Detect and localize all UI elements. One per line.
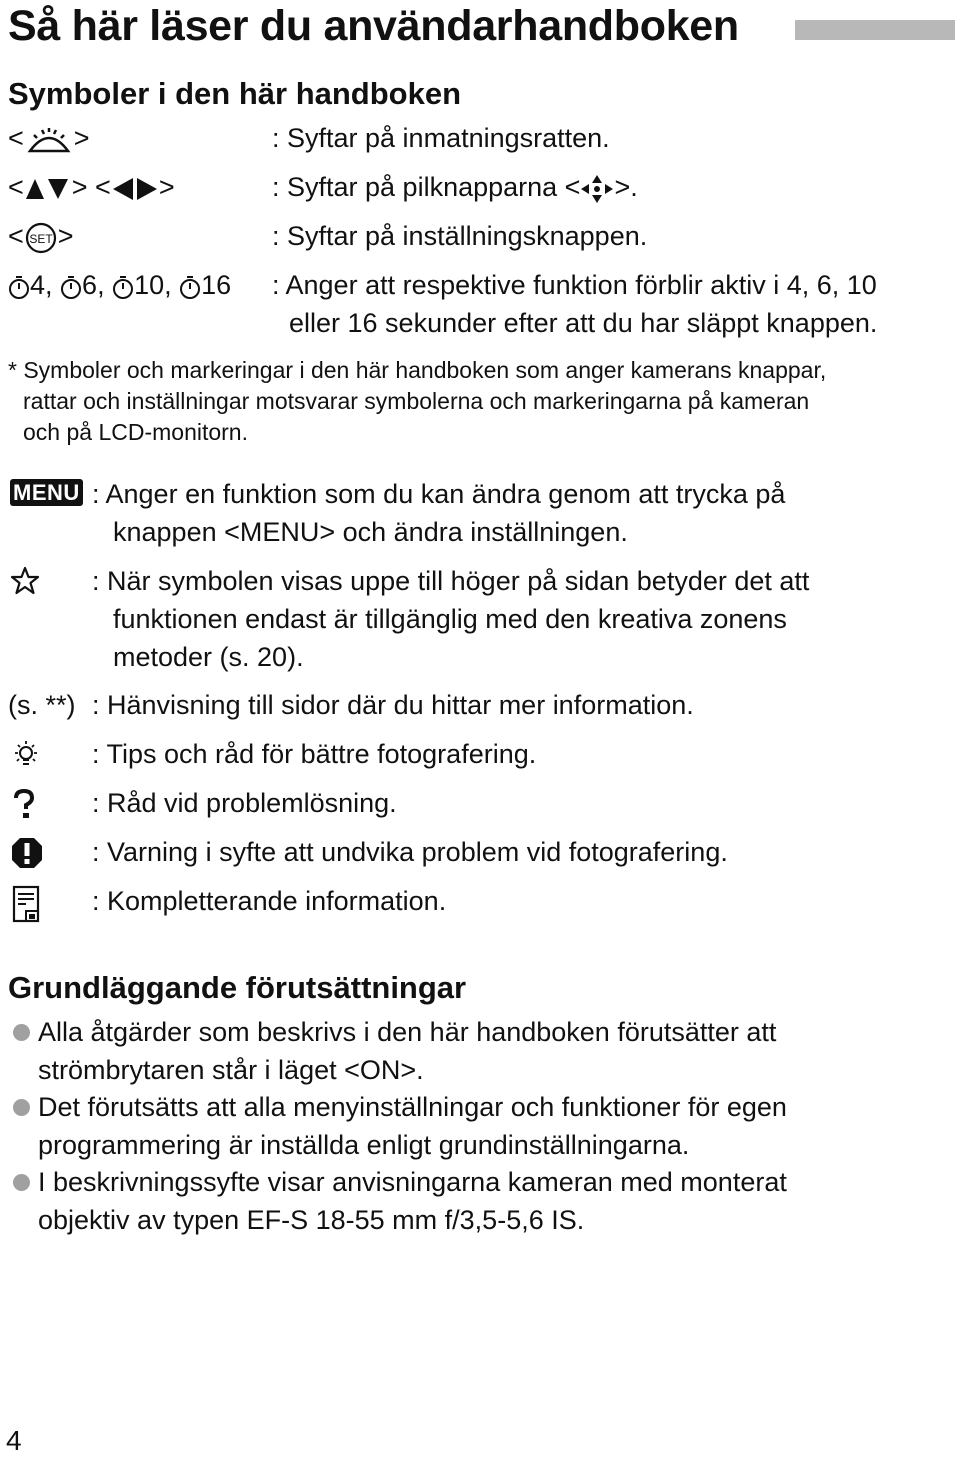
up-down-arrows-icon xyxy=(24,175,72,203)
timer-4: 4 xyxy=(30,270,46,300)
legend-star-line-2: funktionen endast är tillgänglig med den kreativa zonens xyxy=(113,604,787,634)
symbol-desc-timers: : Anger att respektive funktion förblir aktiv i 4, 6, 10 xyxy=(272,270,877,300)
star-icon xyxy=(10,566,40,596)
legend-caution-line: : Varning i syfte att undvika problem vid fotografering. xyxy=(92,837,728,867)
symbol-key-set: < SET > xyxy=(8,218,74,255)
legend-menu-line-2: knappen <MENU> och ändra inställningen. xyxy=(113,517,628,547)
footnote-line-3: och på LCD-monitorn. xyxy=(23,419,248,445)
svg-text:SET: SET xyxy=(29,231,53,246)
assumption-3-line-2: objektiv av typen EF-S 18-55 mm f/3,5-5,6 IS. xyxy=(38,1205,585,1235)
symbols-heading: Symboler i den här handboken xyxy=(8,76,462,111)
note-icon xyxy=(12,885,42,923)
bullet-dot xyxy=(13,1099,30,1116)
legend-pageref-line: : Hänvisning till sidor där du hittar mer information. xyxy=(92,690,694,720)
symbol-key-timers: 4, 6, 10, 16 xyxy=(8,267,231,303)
legend-tip-line: : Tips och råd för bättre fotografering. xyxy=(92,739,537,769)
footnote-line-2: rattar och inställningar motsvarar symbolerna och markeringarna på kameran xyxy=(23,388,810,414)
assumptions-heading: Grundläggande förutsättningar xyxy=(8,970,467,1005)
cross-keys-icon xyxy=(580,174,614,204)
timer-16: 16 xyxy=(201,270,232,300)
symbol-desc-arrows: : Syftar på pilknapparna < >. xyxy=(272,172,638,202)
assumption-1-line-2: strömbrytaren står i läget <ON>. xyxy=(38,1055,424,1085)
set-button-icon xyxy=(24,221,58,255)
tip-bulb-icon xyxy=(10,739,42,771)
title-decoration-bar xyxy=(795,20,955,40)
symbol-key-main-dial: < > xyxy=(8,123,90,153)
legend-question-line: : Råd vid problemlösning. xyxy=(92,788,397,818)
timer-icon xyxy=(8,274,30,300)
bullet-dot xyxy=(13,1024,30,1041)
symbol-desc-timers-line2: eller 16 sekunder efter att du har släppt knappen. xyxy=(289,308,878,338)
left-right-arrows-icon xyxy=(111,175,159,203)
timer-icon xyxy=(112,274,134,300)
symbol-desc-main-dial: : Syftar på inmatningsratten. xyxy=(272,123,610,153)
assumption-1-line-1: Alla åtgärder som beskrivs i den här handboken förutsätter att xyxy=(38,1017,777,1047)
symbol-desc-set: : Syftar på inställningsknappen. xyxy=(272,221,648,251)
legend-star-line-1: : När symbolen visas uppe till höger på sidan betyder det att xyxy=(92,566,810,596)
page-number: 4 xyxy=(6,1425,22,1456)
assumption-2-line-2: programmering är inställda enligt grundinställningarna. xyxy=(38,1130,690,1160)
page-ref-label: (s. **) xyxy=(8,690,76,720)
legend-note-line: : Kompletterande information. xyxy=(92,886,447,916)
footnote-line-1: * Symboler och markeringar i den här handboken som anger kamerans knappar, xyxy=(8,357,827,383)
timer-10: 10 xyxy=(134,270,165,300)
symbol-key-arrows: < > < > xyxy=(8,172,175,202)
timer-6: 6 xyxy=(82,270,98,300)
menu-icon-label: MENU xyxy=(10,479,83,506)
question-icon xyxy=(10,788,38,820)
assumption-2-line-1: Det förutsätts att alla menyinställningar och funktioner för egen xyxy=(38,1092,787,1122)
bullet-dot xyxy=(13,1174,30,1191)
timer-icon xyxy=(60,274,82,300)
legend-star-line-3: metoder (s. 20). xyxy=(113,642,304,672)
page-title: Så här läser du användarhandboken xyxy=(8,2,739,50)
timer-icon xyxy=(179,274,201,300)
menu-icon xyxy=(10,479,83,507)
caution-icon xyxy=(10,836,44,870)
assumption-3-line-1: I beskrivningssyfte visar anvisningarna kameran med monterat xyxy=(38,1167,787,1197)
main-dial-icon xyxy=(24,125,74,155)
legend-menu-line-1: : Anger en funktion som du kan ändra genom att trycka på xyxy=(92,479,786,509)
